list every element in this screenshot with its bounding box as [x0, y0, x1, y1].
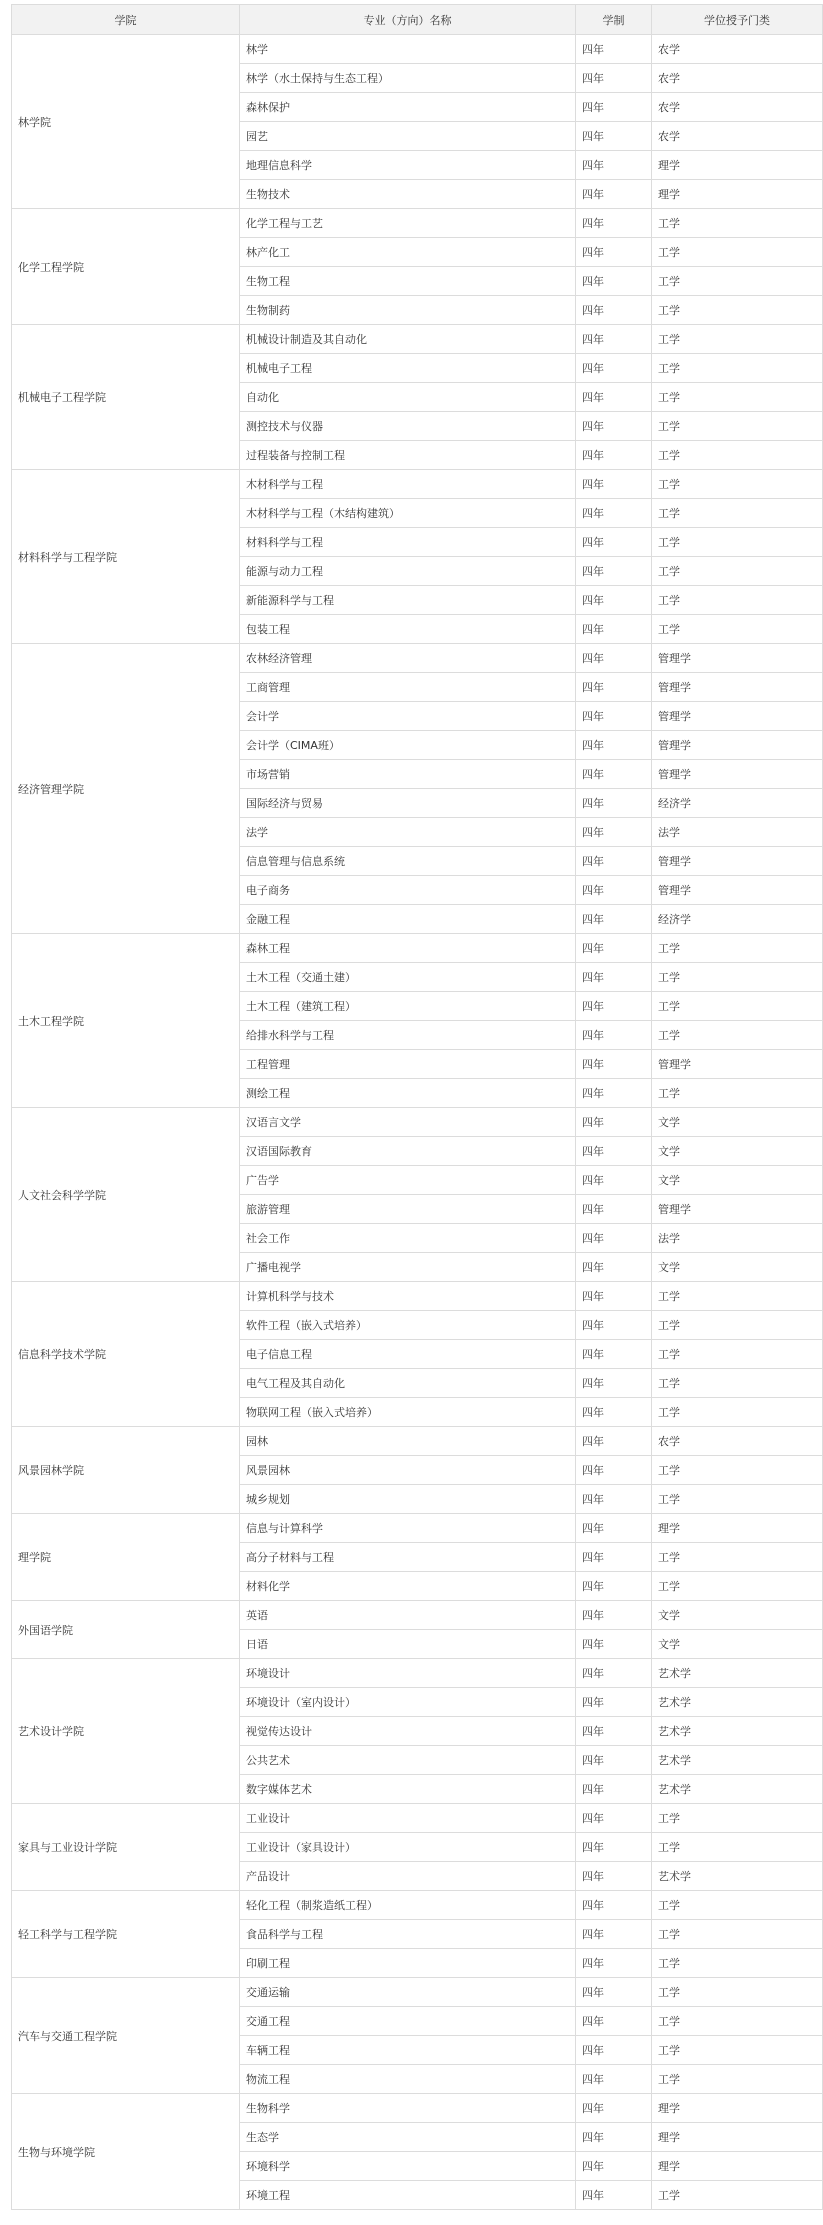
duration-cell: 四年 [576, 383, 652, 412]
degree-category-cell: 工学 [652, 1891, 823, 1920]
duration-cell: 四年 [576, 905, 652, 934]
duration-cell: 四年 [576, 1862, 652, 1891]
degree-category-cell: 经济学 [652, 789, 823, 818]
major-name-cell: 交通工程 [240, 2007, 576, 2036]
degree-category-cell: 管理学 [652, 673, 823, 702]
degree-category-cell: 理学 [652, 2123, 823, 2152]
duration-cell: 四年 [576, 1920, 652, 1949]
major-name-cell: 信息与计算科学 [240, 1514, 576, 1543]
degree-category-cell: 工学 [652, 2181, 823, 2210]
header-duration: 学制 [576, 5, 652, 35]
duration-cell: 四年 [576, 702, 652, 731]
duration-cell: 四年 [576, 64, 652, 93]
degree-category-cell: 工学 [652, 499, 823, 528]
degree-category-cell: 管理学 [652, 702, 823, 731]
duration-cell: 四年 [576, 847, 652, 876]
degree-category-cell: 工学 [652, 267, 823, 296]
duration-cell: 四年 [576, 1514, 652, 1543]
duration-cell: 四年 [576, 1079, 652, 1108]
degree-category-cell: 文学 [652, 1601, 823, 1630]
major-name-cell: 日语 [240, 1630, 576, 1659]
duration-cell: 四年 [576, 499, 652, 528]
duration-cell: 四年 [576, 644, 652, 673]
degree-category-cell: 理学 [652, 180, 823, 209]
duration-cell: 四年 [576, 1224, 652, 1253]
major-name-cell: 测控技术与仪器 [240, 412, 576, 441]
major-name-cell: 电子信息工程 [240, 1340, 576, 1369]
duration-cell: 四年 [576, 1369, 652, 1398]
duration-cell: 四年 [576, 876, 652, 905]
major-name-cell: 环境设计 [240, 1659, 576, 1688]
degree-category-cell: 文学 [652, 1630, 823, 1659]
degree-category-cell: 管理学 [652, 1195, 823, 1224]
major-name-cell: 视觉传达设计 [240, 1717, 576, 1746]
major-name-cell: 广播电视学 [240, 1253, 576, 1282]
major-name-cell: 物流工程 [240, 2065, 576, 2094]
duration-cell: 四年 [576, 1891, 652, 1920]
majors-table [11, 4, 823, 2210]
table-row [12, 1427, 823, 1456]
duration-cell: 四年 [576, 354, 652, 383]
major-name-cell: 电气工程及其自动化 [240, 1369, 576, 1398]
table-row [12, 644, 823, 673]
major-name-cell: 国际经济与贸易 [240, 789, 576, 818]
duration-cell: 四年 [576, 963, 652, 992]
major-name-cell: 能源与动力工程 [240, 557, 576, 586]
duration-cell: 四年 [576, 789, 652, 818]
degree-category-cell: 工学 [652, 470, 823, 499]
degree-category-cell: 文学 [652, 1137, 823, 1166]
duration-cell: 四年 [576, 325, 652, 354]
college-name-cell: 理学院 [12, 1514, 240, 1601]
header-college: 学院 [12, 5, 240, 35]
major-name-cell: 环境设计（室内设计） [240, 1688, 576, 1717]
degree-category-cell: 工学 [652, 1311, 823, 1340]
duration-cell: 四年 [576, 180, 652, 209]
major-name-cell: 法学 [240, 818, 576, 847]
degree-category-cell: 理学 [652, 151, 823, 180]
major-name-cell: 车辆工程 [240, 2036, 576, 2065]
major-name-cell: 汉语国际教育 [240, 1137, 576, 1166]
college-name-cell: 化学工程学院 [12, 209, 240, 325]
college-name-cell: 轻工科学与工程学院 [12, 1891, 240, 1978]
duration-cell: 四年 [576, 586, 652, 615]
major-name-cell: 会计学 [240, 702, 576, 731]
degree-category-cell: 工学 [652, 2065, 823, 2094]
degree-category-cell: 工学 [652, 1978, 823, 2007]
major-name-cell: 物联网工程（嵌入式培养） [240, 1398, 576, 1427]
degree-category-cell: 艺术学 [652, 1775, 823, 1804]
duration-cell: 四年 [576, 818, 652, 847]
college-name-cell: 经济管理学院 [12, 644, 240, 934]
duration-cell: 四年 [576, 1253, 652, 1282]
degree-category-cell: 农学 [652, 1427, 823, 1456]
degree-category-cell: 文学 [652, 1253, 823, 1282]
duration-cell: 四年 [576, 1137, 652, 1166]
major-name-cell: 计算机科学与技术 [240, 1282, 576, 1311]
table-row [12, 209, 823, 238]
major-name-cell: 数字媒体艺术 [240, 1775, 576, 1804]
table-row [12, 470, 823, 499]
major-name-cell: 园林 [240, 1427, 576, 1456]
degree-category-cell: 法学 [652, 1224, 823, 1253]
degree-category-cell: 艺术学 [652, 1659, 823, 1688]
major-name-cell: 自动化 [240, 383, 576, 412]
degree-category-cell: 管理学 [652, 1050, 823, 1079]
degree-category-cell: 文学 [652, 1108, 823, 1137]
major-name-cell: 土木工程（建筑工程） [240, 992, 576, 1021]
degree-category-cell: 工学 [652, 2036, 823, 2065]
major-name-cell: 环境工程 [240, 2181, 576, 2210]
major-name-cell: 工商管理 [240, 673, 576, 702]
header-degree-category: 学位授予门类 [652, 5, 823, 35]
degree-category-cell: 农学 [652, 122, 823, 151]
college-name-cell: 生物与环境学院 [12, 2094, 240, 2210]
major-name-cell: 森林工程 [240, 934, 576, 963]
table-row [12, 325, 823, 354]
major-name-cell: 汉语言文学 [240, 1108, 576, 1137]
major-name-cell: 信息管理与信息系统 [240, 847, 576, 876]
major-name-cell: 过程装备与控制工程 [240, 441, 576, 470]
duration-cell: 四年 [576, 1456, 652, 1485]
duration-cell: 四年 [576, 934, 652, 963]
duration-cell: 四年 [576, 2094, 652, 2123]
major-name-cell: 工程管理 [240, 1050, 576, 1079]
duration-cell: 四年 [576, 296, 652, 325]
degree-category-cell: 工学 [652, 1949, 823, 1978]
major-name-cell: 生物科学 [240, 2094, 576, 2123]
major-name-cell: 土木工程（交通土建） [240, 963, 576, 992]
major-name-cell: 给排水科学与工程 [240, 1021, 576, 1050]
major-name-cell: 印刷工程 [240, 1949, 576, 1978]
major-name-cell: 软件工程（嵌入式培养） [240, 1311, 576, 1340]
duration-cell: 四年 [576, 122, 652, 151]
major-name-cell: 化学工程与工艺 [240, 209, 576, 238]
major-name-cell: 机械电子工程 [240, 354, 576, 383]
degree-category-cell: 工学 [652, 2007, 823, 2036]
major-name-cell: 材料化学 [240, 1572, 576, 1601]
major-name-cell: 广告学 [240, 1166, 576, 1195]
degree-category-cell: 艺术学 [652, 1746, 823, 1775]
duration-cell: 四年 [576, 1050, 652, 1079]
major-name-cell: 电子商务 [240, 876, 576, 905]
major-name-cell: 农林经济管理 [240, 644, 576, 673]
degree-category-cell: 艺术学 [652, 1862, 823, 1891]
degree-category-cell: 工学 [652, 1833, 823, 1862]
college-name-cell: 艺术设计学院 [12, 1659, 240, 1804]
major-name-cell: 材料科学与工程 [240, 528, 576, 557]
duration-cell: 四年 [576, 615, 652, 644]
degree-category-cell: 工学 [652, 1543, 823, 1572]
degree-category-cell: 农学 [652, 64, 823, 93]
degree-category-cell: 管理学 [652, 847, 823, 876]
major-name-cell: 森林保护 [240, 93, 576, 122]
table-row [12, 1514, 823, 1543]
duration-cell: 四年 [576, 2152, 652, 2181]
college-name-cell: 机械电子工程学院 [12, 325, 240, 470]
degree-category-cell: 工学 [652, 238, 823, 267]
degree-category-cell: 工学 [652, 1369, 823, 1398]
duration-cell: 四年 [576, 760, 652, 789]
degree-category-cell: 工学 [652, 1572, 823, 1601]
duration-cell: 四年 [576, 1021, 652, 1050]
major-name-cell: 生态学 [240, 2123, 576, 2152]
duration-cell: 四年 [576, 557, 652, 586]
major-name-cell: 旅游管理 [240, 1195, 576, 1224]
duration-cell: 四年 [576, 267, 652, 296]
duration-cell: 四年 [576, 1311, 652, 1340]
college-name-cell: 风景园林学院 [12, 1427, 240, 1514]
degree-category-cell: 文学 [652, 1166, 823, 1195]
major-name-cell: 包装工程 [240, 615, 576, 644]
table-row [12, 1282, 823, 1311]
duration-cell: 四年 [576, 528, 652, 557]
duration-cell: 四年 [576, 1775, 652, 1804]
degree-category-cell: 艺术学 [652, 1688, 823, 1717]
duration-cell: 四年 [576, 731, 652, 760]
duration-cell: 四年 [576, 1717, 652, 1746]
college-name-cell: 人文社会科学学院 [12, 1108, 240, 1282]
degree-category-cell: 理学 [652, 1514, 823, 1543]
duration-cell: 四年 [576, 1543, 652, 1572]
degree-category-cell: 工学 [652, 296, 823, 325]
degree-category-cell: 农学 [652, 93, 823, 122]
degree-category-cell: 理学 [652, 2152, 823, 2181]
major-name-cell: 林学 [240, 35, 576, 64]
degree-category-cell: 法学 [652, 818, 823, 847]
header-major-name: 专业（方向）名称 [240, 5, 576, 35]
duration-cell: 四年 [576, 238, 652, 267]
duration-cell: 四年 [576, 1659, 652, 1688]
degree-category-cell: 工学 [652, 557, 823, 586]
duration-cell: 四年 [576, 412, 652, 441]
degree-category-cell: 工学 [652, 1485, 823, 1514]
college-name-cell: 信息科学技术学院 [12, 1282, 240, 1427]
degree-category-cell: 工学 [652, 1021, 823, 1050]
degree-category-cell: 工学 [652, 934, 823, 963]
table-row [12, 2094, 823, 2123]
degree-category-cell: 工学 [652, 963, 823, 992]
degree-category-cell: 工学 [652, 992, 823, 1021]
duration-cell: 四年 [576, 1630, 652, 1659]
duration-cell: 四年 [576, 2181, 652, 2210]
duration-cell: 四年 [576, 1108, 652, 1137]
table-row [12, 1659, 823, 1688]
major-name-cell: 生物技术 [240, 180, 576, 209]
major-name-cell: 城乡规划 [240, 1485, 576, 1514]
degree-category-cell: 工学 [652, 1456, 823, 1485]
degree-category-cell: 工学 [652, 586, 823, 615]
major-name-cell: 英语 [240, 1601, 576, 1630]
duration-cell: 四年 [576, 1195, 652, 1224]
duration-cell: 四年 [576, 1978, 652, 2007]
duration-cell: 四年 [576, 1746, 652, 1775]
major-name-cell: 林产化工 [240, 238, 576, 267]
major-name-cell: 市场营销 [240, 760, 576, 789]
major-name-cell: 木材科学与工程（木结构建筑） [240, 499, 576, 528]
table-row [12, 934, 823, 963]
duration-cell: 四年 [576, 2036, 652, 2065]
table-body [12, 35, 823, 2210]
degree-category-cell: 工学 [652, 209, 823, 238]
major-name-cell: 园艺 [240, 122, 576, 151]
major-name-cell: 工业设计 [240, 1804, 576, 1833]
major-name-cell: 环境科学 [240, 2152, 576, 2181]
college-name-cell: 外国语学院 [12, 1601, 240, 1659]
major-name-cell: 产品设计 [240, 1862, 576, 1891]
degree-category-cell: 管理学 [652, 876, 823, 905]
major-name-cell: 高分子材料与工程 [240, 1543, 576, 1572]
degree-category-cell: 管理学 [652, 731, 823, 760]
table-header-row [12, 5, 823, 35]
degree-category-cell: 管理学 [652, 760, 823, 789]
degree-category-cell: 农学 [652, 35, 823, 64]
degree-category-cell: 工学 [652, 441, 823, 470]
degree-category-cell: 经济学 [652, 905, 823, 934]
degree-category-cell: 工学 [652, 1079, 823, 1108]
major-name-cell: 机械设计制造及其自动化 [240, 325, 576, 354]
degree-category-cell: 工学 [652, 615, 823, 644]
major-name-cell: 交通运输 [240, 1978, 576, 2007]
duration-cell: 四年 [576, 470, 652, 499]
majors-table-container [11, 4, 822, 2210]
duration-cell: 四年 [576, 35, 652, 64]
duration-cell: 四年 [576, 2123, 652, 2152]
degree-category-cell: 管理学 [652, 644, 823, 673]
duration-cell: 四年 [576, 2065, 652, 2094]
duration-cell: 四年 [576, 209, 652, 238]
duration-cell: 四年 [576, 1804, 652, 1833]
table-row [12, 1978, 823, 2007]
major-name-cell: 工业设计（家具设计） [240, 1833, 576, 1862]
degree-category-cell: 工学 [652, 412, 823, 441]
major-name-cell: 会计学（CIMA班） [240, 731, 576, 760]
duration-cell: 四年 [576, 1340, 652, 1369]
major-name-cell: 生物工程 [240, 267, 576, 296]
major-name-cell: 轻化工程（制浆造纸工程） [240, 1891, 576, 1920]
duration-cell: 四年 [576, 1688, 652, 1717]
degree-category-cell: 工学 [652, 1804, 823, 1833]
table-row [12, 1891, 823, 1920]
duration-cell: 四年 [576, 1949, 652, 1978]
table-row [12, 1804, 823, 1833]
degree-category-cell: 工学 [652, 1282, 823, 1311]
duration-cell: 四年 [576, 1282, 652, 1311]
major-name-cell: 社会工作 [240, 1224, 576, 1253]
duration-cell: 四年 [576, 1601, 652, 1630]
major-name-cell: 测绘工程 [240, 1079, 576, 1108]
major-name-cell: 食品科学与工程 [240, 1920, 576, 1949]
degree-category-cell: 艺术学 [652, 1717, 823, 1746]
college-name-cell: 林学院 [12, 35, 240, 209]
degree-category-cell: 工学 [652, 354, 823, 383]
degree-category-cell: 理学 [652, 2094, 823, 2123]
major-name-cell: 林学（水土保持与生态工程） [240, 64, 576, 93]
major-name-cell: 地理信息科学 [240, 151, 576, 180]
degree-category-cell: 工学 [652, 325, 823, 354]
duration-cell: 四年 [576, 441, 652, 470]
major-name-cell: 新能源科学与工程 [240, 586, 576, 615]
duration-cell: 四年 [576, 1833, 652, 1862]
duration-cell: 四年 [576, 1485, 652, 1514]
duration-cell: 四年 [576, 1166, 652, 1195]
major-name-cell: 风景园林 [240, 1456, 576, 1485]
major-name-cell: 生物制药 [240, 296, 576, 325]
table-row [12, 1601, 823, 1630]
duration-cell: 四年 [576, 151, 652, 180]
college-name-cell: 汽车与交通工程学院 [12, 1978, 240, 2094]
duration-cell: 四年 [576, 1427, 652, 1456]
degree-category-cell: 工学 [652, 1920, 823, 1949]
degree-category-cell: 工学 [652, 528, 823, 557]
table-row [12, 1108, 823, 1137]
degree-category-cell: 工学 [652, 1398, 823, 1427]
duration-cell: 四年 [576, 992, 652, 1021]
college-name-cell: 家具与工业设计学院 [12, 1804, 240, 1891]
table-row [12, 35, 823, 64]
college-name-cell: 材料科学与工程学院 [12, 470, 240, 644]
major-name-cell: 木材科学与工程 [240, 470, 576, 499]
major-name-cell: 公共艺术 [240, 1746, 576, 1775]
duration-cell: 四年 [576, 1398, 652, 1427]
duration-cell: 四年 [576, 2007, 652, 2036]
duration-cell: 四年 [576, 93, 652, 122]
degree-category-cell: 工学 [652, 1340, 823, 1369]
duration-cell: 四年 [576, 1572, 652, 1601]
major-name-cell: 金融工程 [240, 905, 576, 934]
duration-cell: 四年 [576, 673, 652, 702]
degree-category-cell: 工学 [652, 383, 823, 412]
college-name-cell: 土木工程学院 [12, 934, 240, 1108]
